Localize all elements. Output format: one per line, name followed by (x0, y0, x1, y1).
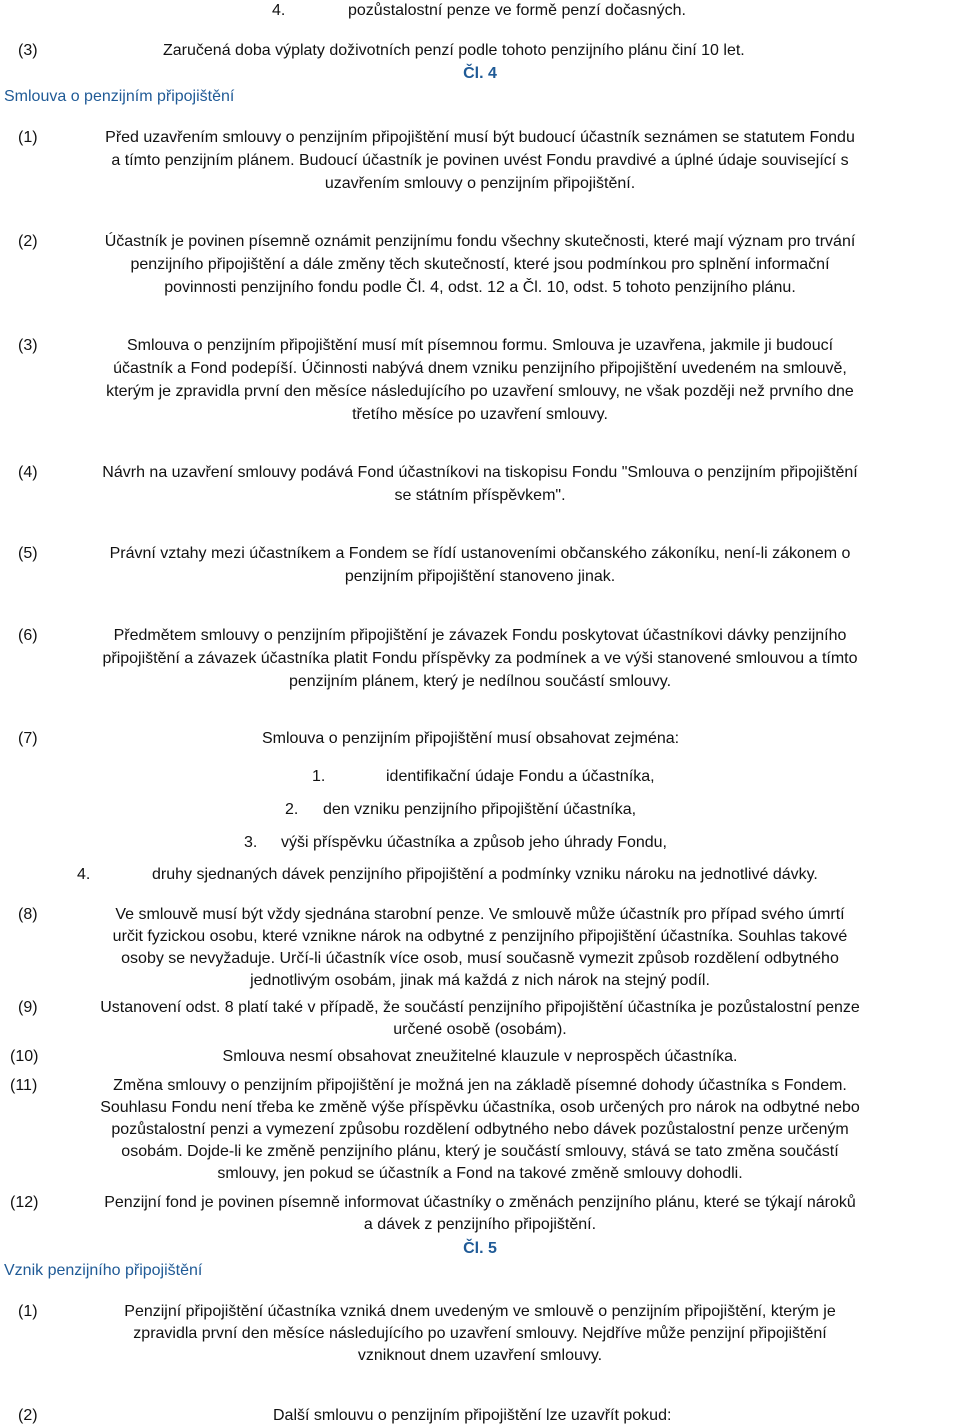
paragraph-line: smlouvy, jen pokud se účastník a Fond na takové změně smlouvy dohodli. (217, 1165, 743, 1182)
paragraph-number: (1) (18, 1303, 38, 1320)
paragraph-line: Před uzavřením smlouvy o penzijním připojištění musí být budoucí účastník seznámen se statutem Fondu (105, 129, 855, 146)
paragraph-number: (11) (10, 1077, 38, 1094)
paragraph-number: (9) (18, 999, 38, 1016)
paragraph-line: Účastník je povinen písemně oznámit penzijnímu fondu všechny skutečnosti, které mají význam pro trvání (104, 233, 856, 250)
list-number: 3. (244, 834, 258, 851)
list-number: 2. (285, 801, 299, 818)
paragraph-line: Návrh na uzavření smlouvy podává Fond účastníkovi na tiskopisu Fondu "Smlouva o penzijním připojištění (102, 464, 858, 481)
paragraph-line: účastník a Fond podepíší. Účinnosti nabývá dnem vzniku penzijního připojištění uvedeném na smlouvě, (113, 360, 847, 377)
paragraph-line: Změna smlouvy o penzijním připojištění je možná jen na základě písemné dohody účastníka s Fondem. (113, 1077, 847, 1094)
paragraph-line: vzniknout dnem uzavření smlouvy. (357, 1347, 603, 1364)
paragraph-number: (8) (18, 906, 38, 923)
paragraph-line: zpravidla první den měsíce následujícího po uzavření smlouvy. Nejdříve může penzijní připojištění (133, 1325, 827, 1342)
list-item-text: pozůstalostní penze ve formě penzí dočasných. (348, 2, 686, 19)
paragraph-line: pozůstalostní penzi a vymezení způsobu rozdělení odbytného nebo dávek pozůstalostní penze určeným (111, 1121, 849, 1138)
paragraph-number: (4) (18, 464, 38, 481)
paragraph-line: Předmětem smlouvy o penzijním připojištění je závazek Fondu poskytovat účastníkovi dávky penzijního (113, 627, 847, 644)
paragraph-number: (6) (18, 627, 38, 644)
paragraph-number: (2) (18, 1407, 38, 1424)
paragraph-line: osoby se nevyžaduje. Určí-li účastník více osob, musí současně vymezit způsob rozdělení odbytného (121, 950, 839, 967)
paragraph-line: Smlouva o penzijním připojištění musí mít písemnou formu. Smlouva je uzavřena, jakmile ji budoucí (126, 337, 834, 354)
paragraph-line: osobám. Dojde-li ke změně penzijního plánu, který je součástí smlouvy, stává se tato změna součástí (121, 1143, 839, 1160)
paragraph-line: a dávek z penzijního připojištění. (363, 1216, 597, 1233)
paragraph-line: Ustanovení odst. 8 platí také v případě, že součástí penzijního připojištění účastníka je pozůstalostní penze (100, 999, 860, 1016)
paragraph-line: penzijním plánem, který je nedílnou součástí smlouvy. (288, 673, 672, 690)
paragraph-text: Zaručená doba výplaty doživotních penzí podle tohoto penzijního plánu činí 10 let. (163, 42, 745, 59)
paragraph-number: (1) (18, 129, 38, 146)
paragraph-line: Ve smlouvě musí být vždy sjednána starobní penze. Ve smlouvě může účastník pro případ svého úmrtí (115, 906, 845, 923)
paragraph-line: Smlouva nesmí obsahovat zneužitelné klauzule v neprospěch účastníka. (222, 1048, 738, 1065)
paragraph-number: (10) (10, 1048, 39, 1065)
paragraph-line: Penzijní připojištění účastníka vzniká dnem uvedeným ve smlouvě o penzijním připojištění, kterým je (124, 1303, 836, 1320)
paragraph-line: penzijním připojištění stanoveno jinak. (344, 568, 616, 585)
paragraph-line: se státním příspěvkem". (394, 487, 566, 504)
article-label: Čl. 5 (463, 1240, 497, 1257)
paragraph-line: Další smlouvu o penzijním připojištění lze uzavřít pokud: (273, 1407, 672, 1424)
list-item-text: identifikační údaje Fondu a účastníka, (386, 768, 655, 785)
paragraph-number: (5) (18, 545, 38, 562)
paragraph-line: Smlouva o penzijním připojištění musí obsahovat zejména: (262, 730, 680, 747)
paragraph-line: třetího měsíce po uzavření smlouvy. (352, 406, 608, 423)
paragraph-line: a tímto penzijním plánem. Budoucí účastník je povinen uvést Fondu pravdivé a úplné údaje související s (111, 152, 849, 169)
paragraph-line: uzavřením smlouvy o penzijním připojištění. (324, 175, 636, 192)
paragraph-line: určit fyzickou osobu, které vznikne nárok na odbytné z penzijního připojištění účastníka. Souhlas takové (112, 928, 848, 945)
section-heading: Vznik penzijního připojištění (4, 1262, 203, 1279)
list-item-text: den vzniku penzijního připojištění účastníka, (323, 801, 637, 818)
paragraph-line: připojištění a závazek účastníka platit Fondu příspěvky za podmínek a ve výši stanovené smlouvou a tímto (102, 650, 858, 667)
paragraph-line: určené osobě (osobám). (393, 1021, 567, 1038)
paragraph-line: kterým je zpravidla první den měsíce následujícího po uzavření smlouvy, ne však později než prvního dne (106, 383, 854, 400)
paragraph-line: Penzijní fond je povinen písemně informovat účastníky o změnách penzijního plánu, které se týkají nároků (104, 1194, 856, 1211)
paragraph-number: (7) (18, 730, 38, 747)
list-number: 4. (77, 866, 91, 883)
section-heading: Smlouva o penzijním připojištění (4, 88, 235, 105)
list-number: 1. (312, 768, 326, 785)
paragraph-line: Právní vztahy mezi účastníkem a Fondem se řídí ustanoveními občanského zákoníku, není-li zákonem o (109, 545, 851, 562)
paragraph-line: povinnosti penzijního fondu podle Čl. 4, odst. 12 a Čl. 10, odst. 5 tohoto penzijního plánu. (164, 279, 796, 296)
list-number: 4. (272, 2, 286, 19)
paragraph-number: (3) (18, 42, 38, 59)
paragraph-number: (2) (18, 233, 38, 250)
paragraph-line: penzijního připojištění a dále změny těch skutečností, které jsou podmínkou pro splnění informační (130, 256, 830, 273)
paragraph-line: jednotlivým osobám, jinak má každá z nich nárok na stejný podíl. (250, 972, 710, 989)
paragraph-number: (12) (10, 1194, 39, 1211)
list-item-text: druhy sjednaných dávek penzijního připojištění a podmínky vzniku nároku na jednotlivé dávky. (152, 866, 818, 883)
paragraph-line: Souhlasu Fondu není třeba ke změně výše příspěvku účastníka, osob určených pro nárok na odbytné nebo (100, 1099, 860, 1116)
article-label: Čl. 4 (463, 65, 497, 82)
list-item-text: výši příspěvku účastníka a způsob jeho úhrady Fondu, (281, 834, 667, 851)
paragraph-number: (3) (18, 337, 38, 354)
